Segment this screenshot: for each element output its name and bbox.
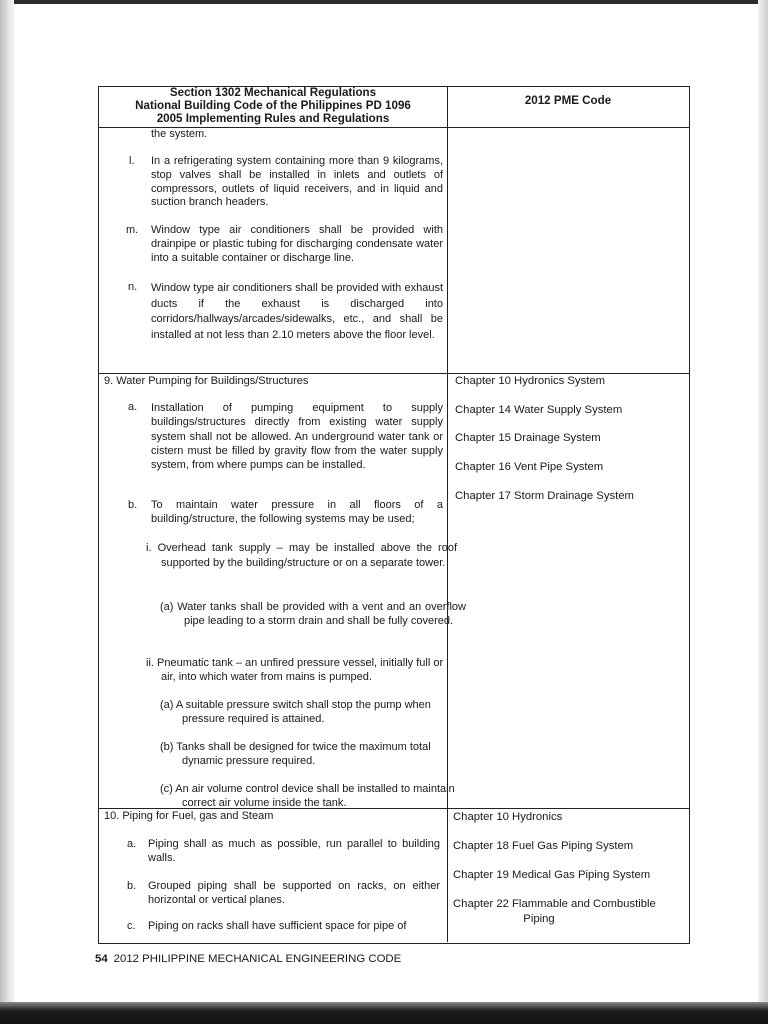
item-m-text: Window type air conditioners shall be provided with drainpipe or plastic tubing for discharging condensate water into a suitable container or discharge line.: [151, 224, 443, 264]
item-10c-marker: c.: [127, 920, 136, 932]
scan-top-edge: [0, 0, 768, 4]
header-left-subtitle: National Building Code of the Philippines PD 1096: [135, 99, 411, 112]
item-10a-marker: a.: [127, 838, 137, 850]
item-9b-ii-c-text: (c) An air volume control device shall be installed to maintain correct air volume inside the tank.: [160, 783, 455, 809]
item-9b-i-text: i. Overhead tank supply – may be installed above the roof supported by the building/structure or on a separate tower.: [146, 542, 457, 570]
item-9a-marker: a.: [128, 401, 138, 413]
header-left-subtitle2: 2005 Implementing Rules and Regulations: [156, 112, 390, 125]
ref-s9-5: Chapter 17 Storm Drainage System: [455, 490, 634, 502]
item-10c-text: Piping on racks shall have sufficient space for pipe of: [148, 920, 407, 932]
item-9b-ii-text: ii. Pneumatic tank – an unfired pressure vessel, initially full or air, into which water from mains is pumped.: [146, 657, 444, 683]
item-m-marker: m.: [126, 224, 139, 236]
item-9b-ii-a-text: (a) A suitable pressure switch shall stop the pump when pressure required is attained.: [160, 699, 431, 725]
page-footer: [95, 953, 401, 965]
ref-s10-2: Chapter 18 Fuel Gas Piping System: [453, 840, 634, 852]
ref-s9-4: Chapter 16 Vent Pipe System: [455, 461, 604, 473]
item-n-marker: n.: [128, 281, 138, 293]
ref-s10-4: Chapter 22 Flammable and Combustible: [453, 898, 656, 910]
scan-right-shadow: [758, 0, 768, 1024]
item-10b-marker: b.: [127, 880, 137, 892]
ref-s10-4-cont: Piping: [523, 913, 555, 925]
ref-s10-1: Chapter 10 Hydronics: [453, 811, 563, 823]
item-l-marker: l.: [129, 155, 135, 167]
item-10b-text: Grouped piping shall be supported on racks, on either horizontal or vertical planes.: [148, 880, 440, 906]
item-n-text: Window type air conditioners shall be provided with exhaust ducts if the exhaust is discharged into corridors/hallways/arcades/sidewalks, etc., and shall be installed at not less than 2.10 meters above the floor level.: [151, 282, 443, 341]
footer-title: 2012 PHILIPPINE MECHANICAL ENGINEERING CODE: [113, 953, 402, 965]
column-divider: [447, 86, 448, 942]
item-l-text: In a refrigerating system containing more than 9 kilograms, stop valves shall be installed in inlets and outlets of compressors, outlets of liquid receivers, and in liquid and suction branch headers.: [151, 155, 443, 209]
item-10a-text: Piping shall as much as possible, run parallel to building walls.: [148, 838, 440, 864]
item-9a-text: Installation of pumping equipment to supply buildings/structures directly from existing water supply system shall not be allowed. An underground water tank or cistern must be filled by gravity flow from the water supply system, from where pumps can be installed.: [151, 402, 443, 472]
header-left-title: Section 1302 Mechanical Regulations: [169, 86, 377, 99]
header-right-title: 2012 PME Code: [524, 94, 612, 107]
scan-left-shadow: [0, 0, 14, 1024]
page-number: 54: [95, 953, 108, 965]
item-9b-marker: b.: [128, 499, 138, 511]
continuation-text: the system.: [151, 128, 208, 140]
row-divider-9: [98, 373, 690, 374]
item-9b-i-a-text: (a) Water tanks shall be provided with a vent and an overflow pipe leading to a storm drain and shall be fully covered.: [160, 601, 466, 627]
ref-s9-2: Chapter 14 Water Supply System: [455, 404, 623, 416]
section-9-title: 9. Water Pumping for Buildings/Structures: [104, 375, 309, 387]
ref-s9-3: Chapter 15 Drainage System: [455, 432, 601, 444]
ref-s10-3: Chapter 19 Medical Gas Piping System: [453, 869, 651, 881]
scan-bottom-edge: [0, 1002, 768, 1024]
item-9b-text: To maintain water pressure in all floors of a building/structure, the following systems may be used;: [151, 499, 443, 525]
ref-s9-1: Chapter 10 Hydronics System: [455, 375, 606, 387]
item-9b-ii-b-text: (b) Tanks shall be designed for twice the maximum total dynamic pressure required.: [160, 741, 431, 767]
section-10-title: 10. Piping for Fuel, gas and Steam: [104, 810, 274, 822]
